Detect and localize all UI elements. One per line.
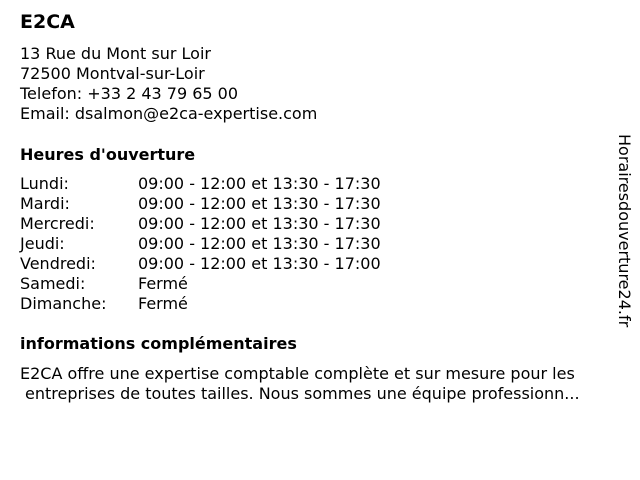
site-watermark: Horairesdouverture24.fr xyxy=(615,134,634,328)
hours-time-value: Fermé xyxy=(138,274,188,293)
hours-day-label: Mardi: xyxy=(20,194,70,213)
hours-day-label: Mercredi: xyxy=(20,214,95,233)
hours-day-label: Jeudi: xyxy=(20,234,65,253)
business-description xyxy=(20,364,630,404)
business-name: E2CA xyxy=(20,11,75,33)
hours-time-value: 09:00 - 12:00 et 13:30 - 17:30 xyxy=(138,214,381,233)
additional-info-heading: informations complémentaires xyxy=(20,334,297,353)
hours-day-label: Vendredi: xyxy=(20,254,96,273)
hours-time-value: 09:00 - 12:00 et 13:30 - 17:30 xyxy=(138,174,381,193)
hours-day-label: Lundi: xyxy=(20,174,69,193)
address-line-street: 13 Rue du Mont sur Loir xyxy=(20,44,211,63)
opening-hours-heading: Heures d'ouverture xyxy=(20,145,196,164)
address-line-city: 72500 Montval-sur-Loir xyxy=(20,64,205,83)
hours-time-value: 09:00 - 12:00 et 13:30 - 17:00 xyxy=(138,254,381,273)
hours-time-value: 09:00 - 12:00 et 13:30 - 17:30 xyxy=(138,234,381,253)
description-line: E2CA offre une expertise comptable complète et sur mesure pour les xyxy=(20,364,575,383)
phone-line: Telefon: +33 2 43 79 65 00 xyxy=(20,84,239,103)
hours-day-label: Dimanche: xyxy=(20,294,107,313)
hours-time-value: Fermé xyxy=(138,294,188,313)
hours-day-label: Samedi: xyxy=(20,274,86,293)
description-line: entreprises de toutes tailles. Nous sommes une équipe professionn... xyxy=(25,384,580,403)
hours-time-value: 09:00 - 12:00 et 13:30 - 17:30 xyxy=(138,194,381,213)
contact-block xyxy=(20,44,317,124)
email-line: Email: dsalmon@e2ca-expertise.com xyxy=(20,104,318,123)
